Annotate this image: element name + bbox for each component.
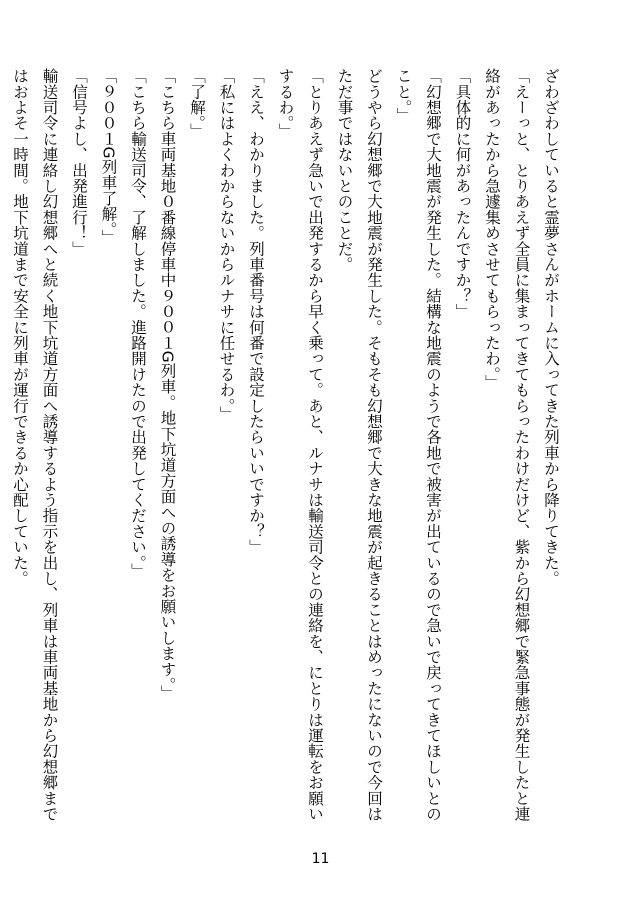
- paragraph: どうやら幻想郷で大地震が発生した。そもそも幻想郷で大きな地震が起きることはめったにないので今回はただ事ではないとのことだ。: [335, 68, 383, 822]
- paragraph: 「ええ、わかりました。列車番号は何番で設定したらいいですか？」: [247, 68, 265, 555]
- paragraph: 「えーっと、とりあえず全員に集まってきてもらったわけだけど、紫から幻想郷で緊急事態が発生したと連絡があったから急遽集めさせてもらったわ。」: [483, 68, 531, 822]
- paragraph: 「９００１G列車了解。」: [99, 68, 118, 246]
- paragraph: 「とりあえず急いで出発するから早く乗って。あと、ルナサは輸送司令との連絡を、にとりは運転をお願いするわ。」: [276, 68, 324, 822]
- paragraph: 「信号よし、出発進行！」: [70, 68, 88, 257]
- page-number: 11: [311, 851, 330, 867]
- paragraph: 「了解。」: [188, 68, 206, 139]
- paragraph: 「こちら輸送司令、了解しました。進路開けたので出発してください。」: [129, 68, 147, 579]
- paragraph: 「具体的に何があったんですか？」: [453, 68, 472, 320]
- paragraph: 「幻想郷で大地震が発生した。結構な地震のようで各地で被害が出ているので急いで戻ってきてほしいとのこと。」: [394, 68, 442, 822]
- paragraph: 「こちら車両基地０番線停車中９００１G列車。地下坑道方面への誘導をお願いします。」: [158, 68, 177, 701]
- paragraph: ざわざわしていると霊夢さんがホームに入ってきた列車から降りてきた。: [542, 68, 560, 587]
- paragraph: 輸送司令に連絡し幻想郷へと続く地下坑道方面へ誘導するよう指示を出し、列車は車両基地から幻想郷まではおよそ一時間。地下坑道まで安全に列車が運行できるか心配していた。: [11, 68, 59, 822]
- paragraph: 「私にはよくわからないからルナサに任せるわ。」: [217, 68, 236, 422]
- paragraph: [0, 68, 5, 828]
- novel-text-block: [11, 68, 565, 828]
